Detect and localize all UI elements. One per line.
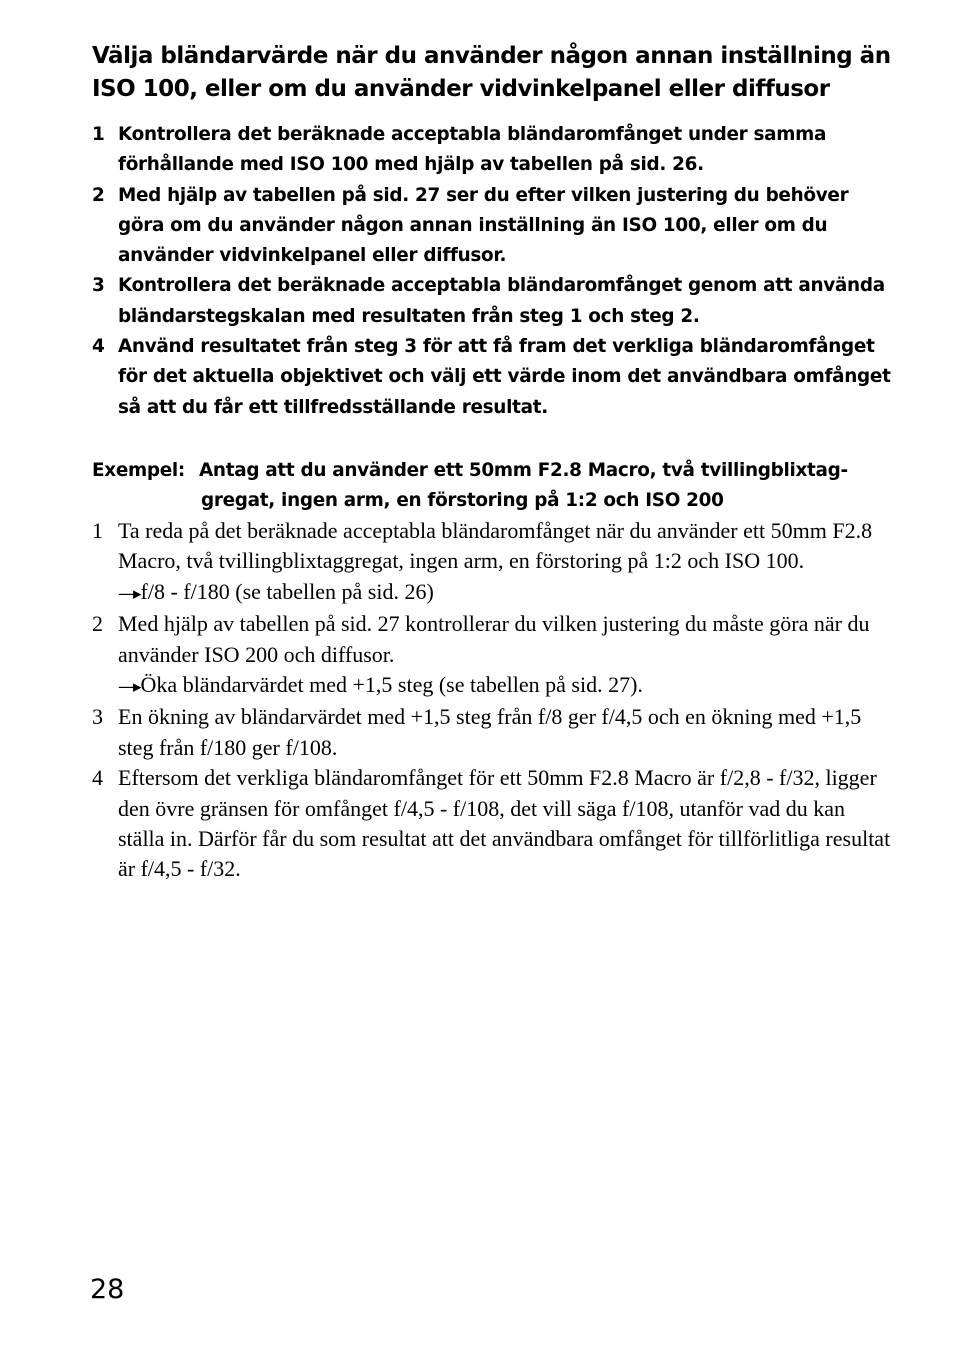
example-step-result bbox=[118, 577, 892, 609]
step-number: 1 bbox=[92, 124, 105, 145]
example-label: Exempel: bbox=[92, 460, 185, 481]
example-steps bbox=[92, 516, 892, 885]
example-step bbox=[92, 763, 892, 885]
example-text: Antag att du använder ett 50mm F2.8 Macro, två tvillingblixtaggregat, ingen arm, en förstoring på 1:2 och ISO 200 bbox=[199, 460, 849, 512]
example-result-text: f/8 - f/180 (se tabellen på sid. 26) bbox=[140, 578, 434, 604]
step-number: 2 bbox=[92, 184, 105, 206]
example-step-result bbox=[118, 670, 892, 702]
procedure-steps bbox=[92, 120, 892, 423]
example-step-number: 3 bbox=[92, 704, 103, 730]
example-step-number: 4 bbox=[92, 765, 103, 791]
section-heading: Välja bländarvärde när du använder någon annan inställning än ISO 100, eller om du använder vidvinkelpanel eller diffusor bbox=[92, 43, 891, 102]
procedure-step bbox=[92, 120, 892, 181]
example-step-number: 1 bbox=[92, 518, 103, 543]
example-step-text: Ta reda på det beräknade acceptabla bländaromfånget när du använder ett 50mm F2.8 Macro, två tvillingblixtaggregat, ingen arm, en förstoring på 1:2 och ISO 100. bbox=[118, 518, 873, 574]
step-text: Kontrollera det beräknade acceptabla bländaromfånget genom att använda bländarstegskalan med resultaten från steg 1 och steg 2. bbox=[118, 275, 885, 327]
step-number: 3 bbox=[92, 275, 105, 297]
procedure-step bbox=[92, 271, 892, 332]
example-result-text: Öka bländarvärdet med +1,5 steg (se tabellen på sid. 27). bbox=[140, 672, 643, 698]
example-block bbox=[92, 456, 892, 517]
example-step-number: 2 bbox=[92, 611, 103, 637]
procedure-step bbox=[92, 332, 892, 423]
procedure-step bbox=[92, 181, 892, 272]
example-step-text: Med hjälp av tabellen på sid. 27 kontrollerar du vilken justering du måste göra när du använder ISO 200 och diffusor. bbox=[118, 611, 870, 667]
page-number: 28 bbox=[90, 1274, 125, 1305]
example-step-text: Eftersom det verkliga bländaromfånget för ett 50mm F2.8 Macro är f/2,8 - f/32, ligger den övre gränsen för omfånget f/4,5 - f/108, det vill säga f/108, utanför vad du kan ställa in. Därför får du som resultat att det användbara omfånget för tillförlitliga resultat är f/4,5 - f/32. bbox=[118, 765, 891, 882]
right-arrow-icon: —▸ bbox=[118, 677, 140, 698]
step-text: Kontrollera det beräknade acceptabla bländaromfånget under samma förhållande med ISO 100 med hjälp av tabellen på sid. 26. bbox=[118, 124, 827, 176]
right-arrow-icon: —▸ bbox=[118, 583, 140, 604]
example-step-text: En ökning av bländarvärdet med +1,5 steg från f/8 ger f/4,5 och en ökning med +1,5 steg från f/180 ger f/108. bbox=[118, 704, 862, 760]
step-text: Med hjälp av tabellen på sid. 27 ser du efter vilken justering du behöver göra om du använder någon annan inställning än ISO 100, eller om du använder vidvinkelpanel eller diffusor. bbox=[118, 184, 849, 267]
example-step bbox=[92, 609, 892, 702]
example-step bbox=[92, 702, 892, 763]
step-text: Använd resultatet från steg 3 för att få fram det verkliga bländaromfånget för det aktuella objektivet och välj ett värde inom det användbara omfånget så att du får ett tillfredsställande resultat. bbox=[118, 336, 891, 418]
step-number: 4 bbox=[92, 336, 105, 358]
example-step bbox=[92, 516, 892, 609]
